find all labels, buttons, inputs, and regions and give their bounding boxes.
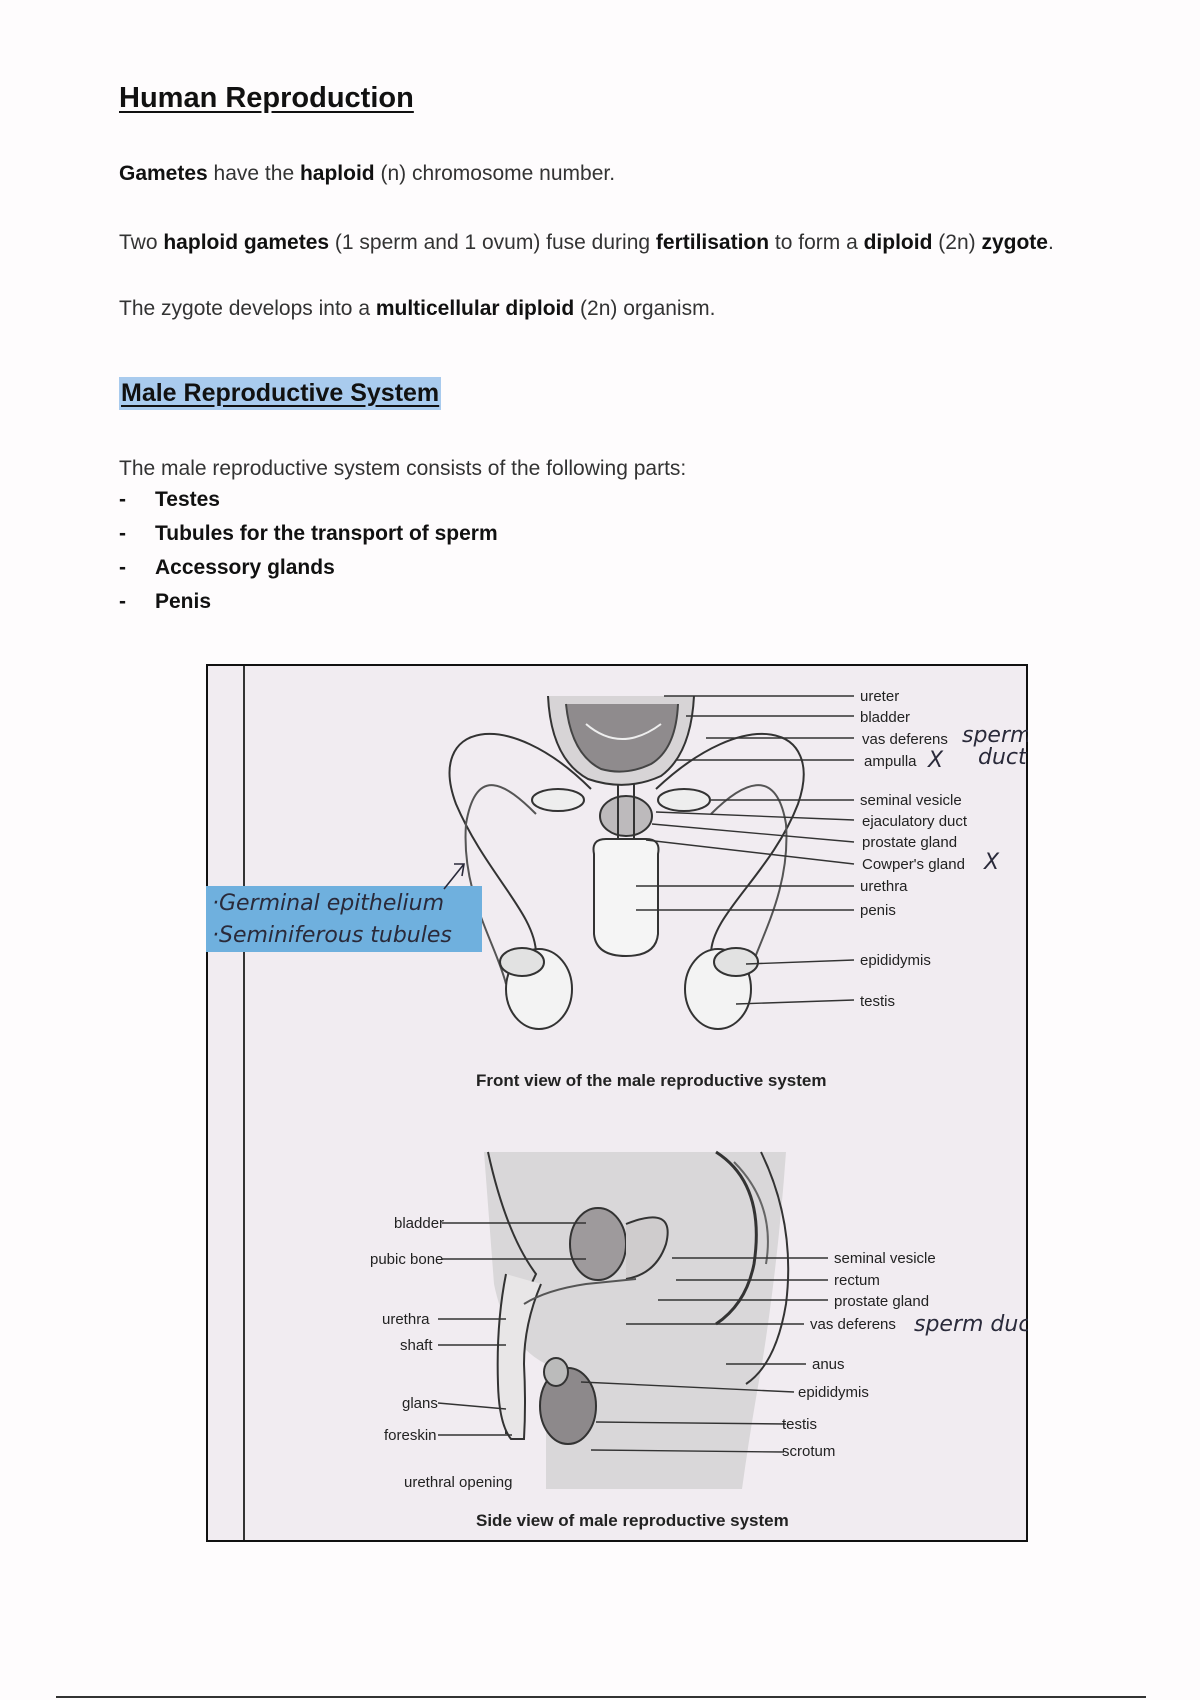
label-prostate-gland: prostate gland <box>862 834 958 851</box>
cross-mark-cowpers: X <box>984 850 1000 875</box>
male-reproductive-figure <box>206 664 1028 1542</box>
label-bladder: bladder <box>860 709 911 726</box>
side-label-testis: testis <box>782 1416 818 1433</box>
front-view-caption: Front view of the male reproductive system <box>476 1071 827 1090</box>
side-label-seminal-vesicle: seminal vesicle <box>834 1250 936 1267</box>
side-view-caption: Side view of male reproductive system <box>476 1511 789 1530</box>
label-ampulla: ampulla <box>864 753 917 770</box>
label-cowpers-gland: Cowper's gland <box>862 856 965 873</box>
label-testis: testis <box>860 993 896 1010</box>
list-item: - Penis <box>119 590 212 613</box>
side-label-pubic-bone: pubic bone <box>370 1251 444 1268</box>
parts-list <box>119 488 498 624</box>
paragraph-zygote: The zygote develops into a multicellular diploid (2n) organism. <box>119 297 716 320</box>
side-label-vas-deferens: vas deferens <box>810 1316 896 1333</box>
note-germinal-epithelium: ·Germinal epithelium <box>212 891 445 916</box>
side-label-foreskin: foreskin <box>384 1427 437 1444</box>
paragraph-gametes: Gametes have the haploid (n) chromosome number. <box>119 162 616 185</box>
label-ureter: ureter <box>860 688 900 705</box>
note-seminiferous-tubules: ·Seminiferous tubules <box>212 923 452 948</box>
section-title: Male Reproductive System <box>119 377 441 410</box>
paragraph-fertilisation: Two haploid gametes (1 sperm and 1 ovum) fuse during fertilisation to form a diploid (2n) zygote. <box>119 231 1054 254</box>
side-label-rectum: rectum <box>834 1272 880 1289</box>
list-item: - Testes <box>119 488 220 511</box>
side-label-urethral-opening: urethral opening <box>404 1474 513 1491</box>
side-label-epididymis: epididymis <box>798 1384 869 1401</box>
handwriting-duct: duct <box>978 745 1027 770</box>
handwriting-sperm-duct: sperm duct <box>914 1312 1028 1337</box>
side-label-scrotum: scrotum <box>782 1443 836 1460</box>
label-epididymis: epididymis <box>860 952 931 969</box>
label-seminal-vesicle: seminal vesicle <box>860 792 962 809</box>
label-ejaculatory-duct: ejaculatory duct <box>862 813 968 830</box>
side-label-prostate-gland: prostate gland <box>834 1293 930 1310</box>
cross-mark-ampulla: X <box>928 748 944 773</box>
side-label-urethra: urethra <box>382 1311 430 1328</box>
side-label-shaft: shaft <box>400 1337 433 1354</box>
list-item: - Accessory glands <box>119 556 335 579</box>
label-urethra: urethra <box>860 878 908 895</box>
side-label-bladder: bladder <box>394 1215 445 1232</box>
side-label-anus: anus <box>812 1356 845 1373</box>
list-item: - Tubules for the transport of sperm <box>119 522 498 545</box>
side-label-glans: glans <box>402 1395 438 1412</box>
page-title: Human Reproduction <box>119 82 414 114</box>
label-vas-deferens: vas deferens <box>862 731 948 748</box>
figure-svg <box>206 664 1028 1542</box>
bottom-rule <box>56 1696 1146 1698</box>
handwriting-sperm: sperm <box>962 723 1028 748</box>
label-penis: penis <box>860 902 896 919</box>
section-lead: The male reproductive system consists of the following parts: <box>119 457 687 480</box>
